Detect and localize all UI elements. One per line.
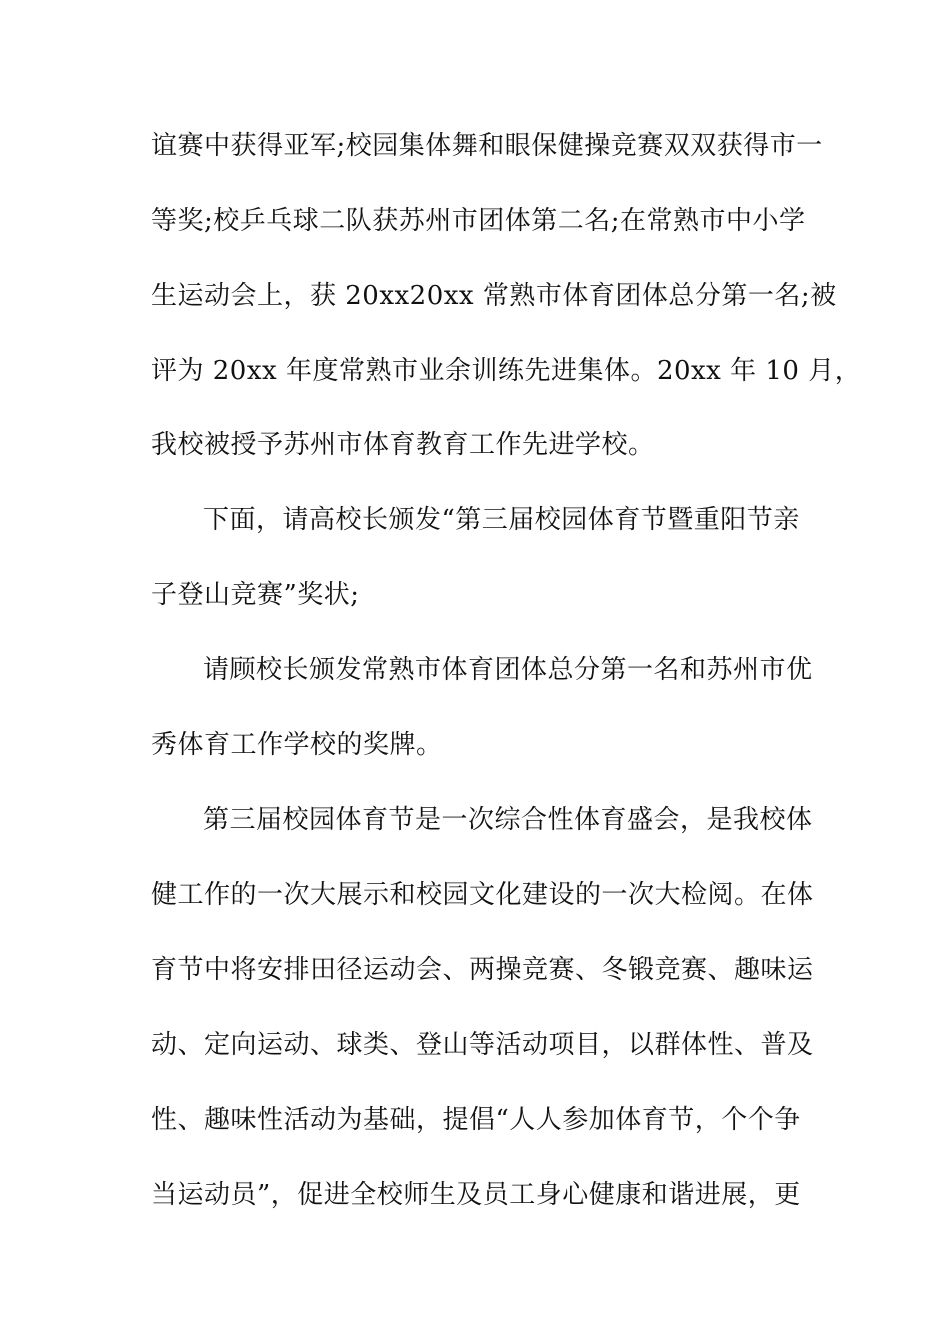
text-line-5: 我校被授予苏州市体育教育工作先进学校。 — [151, 430, 655, 460]
text-line-9: 秀体育工作学校的奖牌。 — [151, 730, 443, 760]
text-line-12: 育节中将安排田径运动会、两操竞赛、冬锻竞赛、趣味运 — [151, 955, 814, 985]
text-line-2: 等奖;校乒乓球二队获苏州市团体第二名;在常熟市中小学 — [151, 206, 806, 236]
text-line-13: 动、定向运动、球类、登山等活动项目，以群体性、普及 — [151, 1030, 814, 1060]
text-line-8: 请顾校长颁发常熟市体育团体总分第一名和苏州市优 — [203, 655, 813, 685]
text-line-7: 子登山竞赛”奖状; — [151, 580, 360, 610]
text-line-3: 生运动会上，获 20xx20xx 常熟市体育团体总分第一名;被 — [151, 281, 837, 311]
text-line-14: 性、趣味性活动为基础，提倡“人人参加体育节，个个争 — [151, 1105, 801, 1135]
text-line-11: 健工作的一次大展示和校园文化建设的一次大检阅。在体 — [151, 880, 814, 910]
text-line-15: 当运动员”，促进全校师生及员工身心健康和谐进展，更 — [151, 1180, 801, 1210]
text-line-6: 下面，请高校长颁发“第三届校园体育节暨重阳节亲 — [203, 505, 800, 535]
text-line-1: 谊赛中获得亚军;校园集体舞和眼保健操竞赛双双获得市一 — [151, 131, 823, 161]
text-line-10: 第三届校园体育节是一次综合性体育盛会，是我校体 — [203, 805, 813, 835]
text-line-4: 评为 20xx 年度常熟市业余训练先进集体。20xx 年 10 月， — [151, 356, 862, 386]
